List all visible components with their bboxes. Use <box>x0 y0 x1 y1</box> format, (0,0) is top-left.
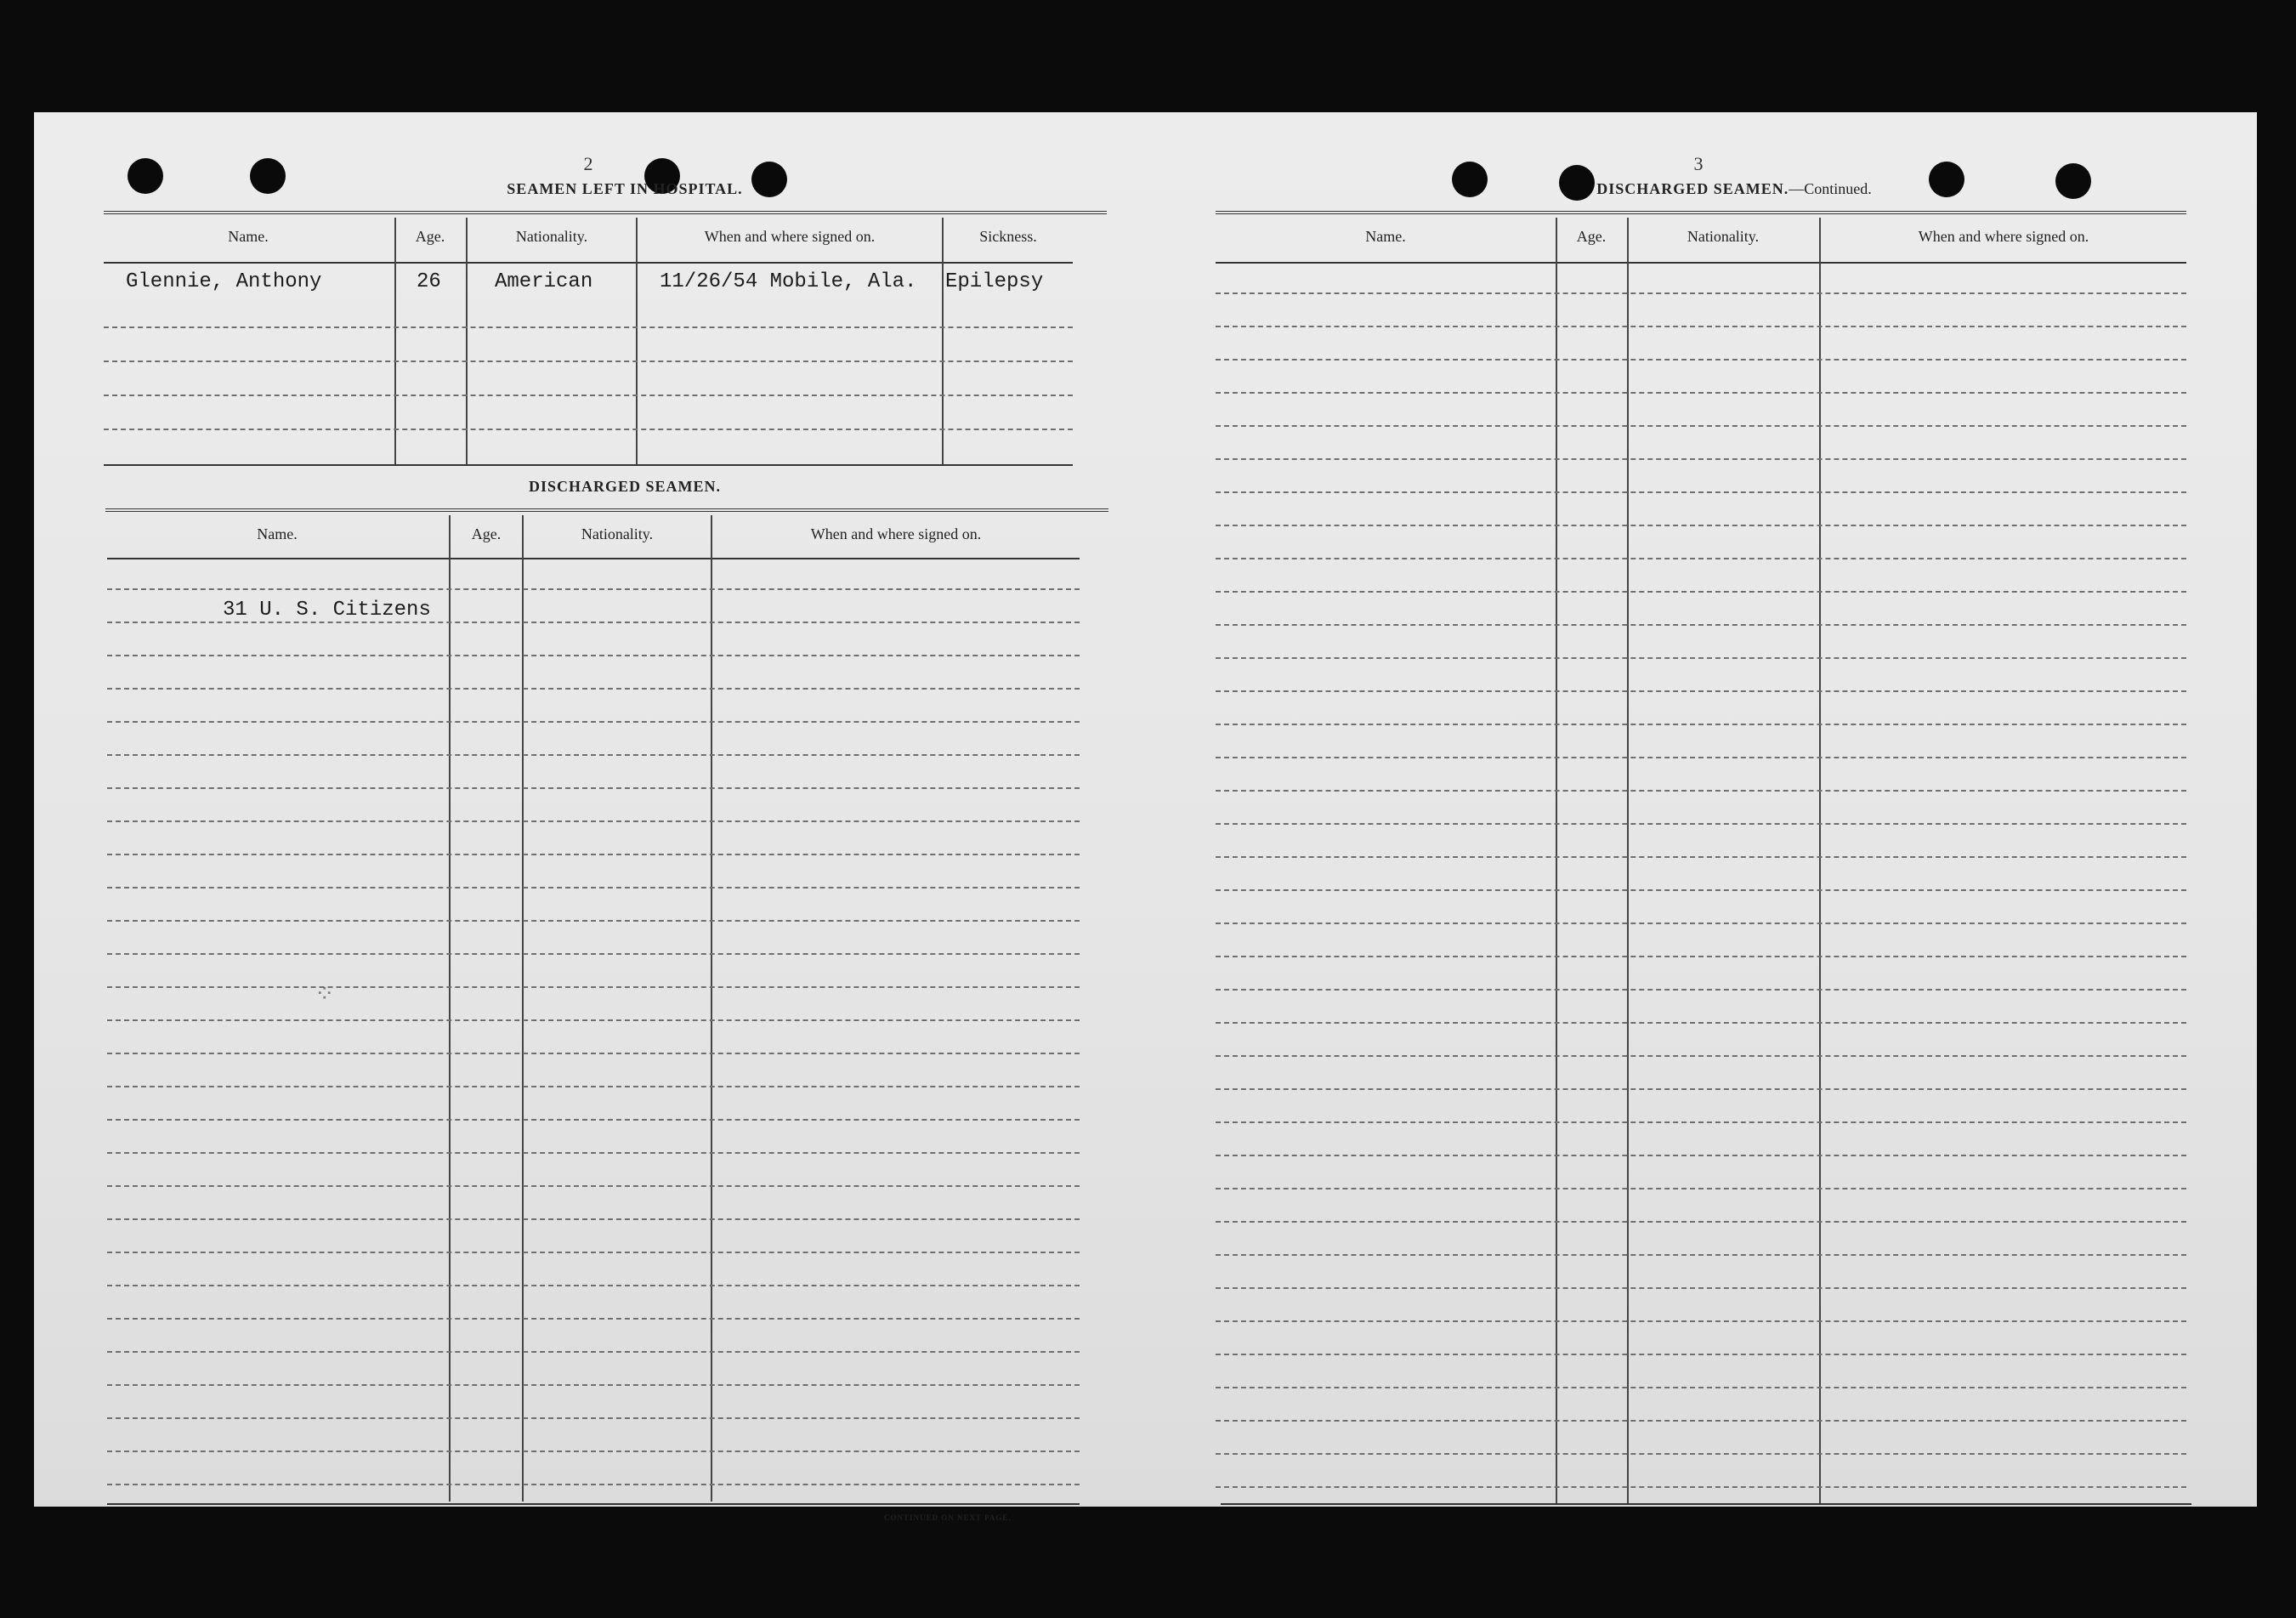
col-head-nationality: Nationality. <box>515 228 588 245</box>
continued-note: CONTINUED ON NEXT PAGE. <box>884 1513 1012 1522</box>
row-line <box>107 1318 1080 1320</box>
column-divider <box>1627 218 1629 1503</box>
row-line <box>107 1252 1080 1253</box>
column-divider <box>1556 218 1557 1503</box>
row-line <box>107 1019 1080 1021</box>
header-rule <box>107 558 1080 559</box>
row-line <box>1216 1055 2186 1057</box>
col-head-name: Name. <box>228 228 269 245</box>
patient-signed-on: 11/26/54 Mobile, Ala. <box>660 270 917 293</box>
document-sheet <box>34 112 2257 1522</box>
row-line <box>1216 1121 2186 1123</box>
table-top-rule <box>1216 211 2186 214</box>
row-line <box>107 887 1080 888</box>
col-head-age: Age. <box>1576 228 1607 245</box>
row-line <box>1216 657 2186 659</box>
column-divider <box>711 515 712 1502</box>
row-line <box>107 655 1080 656</box>
title-main: DISCHARGED SEAMEN. <box>1596 180 1789 197</box>
row-line <box>1216 558 2186 559</box>
column-divider <box>449 515 451 1502</box>
page-number: 2 <box>583 153 593 174</box>
col-head-nationality: Nationality. <box>1687 228 1760 245</box>
row-line <box>107 1152 1080 1154</box>
row-line <box>1216 1254 2186 1256</box>
row-line <box>1216 458 2186 460</box>
row-line <box>1216 292 2186 294</box>
row-line <box>107 986 1080 988</box>
hospital-section-title: SEAMEN LEFT IN HOSPITAL. <box>507 180 743 197</box>
row-line <box>107 1185 1080 1187</box>
row-line <box>1216 425 2186 427</box>
row-line <box>1216 923 2186 924</box>
row-line <box>107 688 1080 690</box>
header-rule <box>1216 262 2186 264</box>
row-line <box>1216 1088 2186 1090</box>
row-line <box>107 787 1080 789</box>
row-line <box>1216 1188 2186 1189</box>
column-divider <box>466 218 468 464</box>
row-line <box>1216 1155 2186 1156</box>
row-line <box>1216 790 2186 792</box>
col-head-nationality: Nationality. <box>581 525 654 542</box>
row-line <box>107 721 1080 723</box>
row-line <box>107 1417 1080 1419</box>
row-line <box>1216 359 2186 361</box>
row-line <box>107 1384 1080 1386</box>
row-line <box>1216 591 2186 593</box>
row-line <box>1216 392 2186 394</box>
row-line <box>107 1218 1080 1220</box>
row-line <box>1216 856 2186 858</box>
right-page <box>1148 112 2257 1507</box>
row-line <box>107 1119 1080 1121</box>
title-suffix: —Continued. <box>1789 180 1872 197</box>
row-line <box>1216 1221 2186 1223</box>
row-line <box>1216 1287 2186 1289</box>
punch-hole <box>2055 163 2091 199</box>
row-line <box>1216 823 2186 825</box>
row-line <box>1216 956 2186 957</box>
row-line <box>107 953 1080 955</box>
table-top-rule <box>104 211 1107 214</box>
col-head-signed-on: When and where signed on. <box>810 525 982 542</box>
row-line <box>1216 1022 2186 1024</box>
discharged-continued-title <box>1522 180 1947 198</box>
row-line <box>1216 1453 2186 1455</box>
column-divider <box>394 218 396 464</box>
ink-smudge: ⁘ <box>315 983 335 1009</box>
table-top-rule <box>105 508 1108 512</box>
col-head-sickness: Sickness. <box>979 228 1037 245</box>
left-page <box>34 112 1148 1522</box>
row-line <box>1216 757 2186 758</box>
row-line <box>107 588 1080 590</box>
table-bottom-rule <box>107 1503 1080 1505</box>
patient-nationality: American <box>495 270 593 293</box>
row-line <box>1216 989 2186 991</box>
row-line <box>104 361 1073 362</box>
punch-hole <box>250 158 286 194</box>
punch-hole <box>1452 162 1488 197</box>
table-bottom-rule <box>104 464 1073 466</box>
row-line <box>1216 1420 2186 1422</box>
row-line <box>1216 491 2186 493</box>
col-head-age: Age. <box>415 228 445 245</box>
row-line <box>107 1086 1080 1087</box>
row-line <box>107 1484 1080 1485</box>
row-line <box>1216 1387 2186 1388</box>
row-line <box>1216 889 2186 891</box>
row-line <box>1216 624 2186 626</box>
column-divider <box>636 218 638 464</box>
row-line <box>107 622 1080 623</box>
table-bottom-rule <box>1221 1503 2191 1505</box>
punch-hole <box>128 158 163 194</box>
header-rule <box>104 262 1073 264</box>
col-head-name: Name. <box>257 525 298 542</box>
row-line <box>107 820 1080 822</box>
col-head-age: Age. <box>471 525 502 542</box>
col-head-name: Name. <box>1365 228 1406 245</box>
row-line <box>1216 1354 2186 1355</box>
row-line <box>1216 326 2186 327</box>
row-line <box>1216 690 2186 692</box>
col-head-signed-on: When and where signed on. <box>704 228 876 245</box>
row-line <box>107 1451 1080 1452</box>
row-line <box>107 1351 1080 1353</box>
row-line <box>1216 1320 2186 1322</box>
page-number: 3 <box>1693 153 1704 174</box>
discharged-section-title: DISCHARGED SEAMEN. <box>528 478 722 495</box>
row-line <box>1216 1486 2186 1488</box>
row-line <box>104 395 1073 396</box>
patient-sickness: Epilepsy <box>945 270 1044 293</box>
row-line <box>107 1053 1080 1054</box>
patient-age: 26 <box>417 270 441 293</box>
column-divider <box>522 515 524 1502</box>
col-head-signed-on: When and where signed on. <box>1918 228 2089 245</box>
patient-name: Glennie, Anthony <box>126 270 322 293</box>
row-line <box>107 854 1080 855</box>
row-line <box>104 429 1073 430</box>
row-line <box>1216 724 2186 725</box>
row-line <box>107 920 1080 922</box>
discharged-entry: 31 U. S. Citizens <box>223 599 431 622</box>
row-line <box>104 326 1073 328</box>
row-line <box>107 754 1080 756</box>
column-divider <box>942 218 944 464</box>
column-divider <box>1819 218 1821 1503</box>
row-line <box>107 1285 1080 1286</box>
row-line <box>1216 525 2186 526</box>
